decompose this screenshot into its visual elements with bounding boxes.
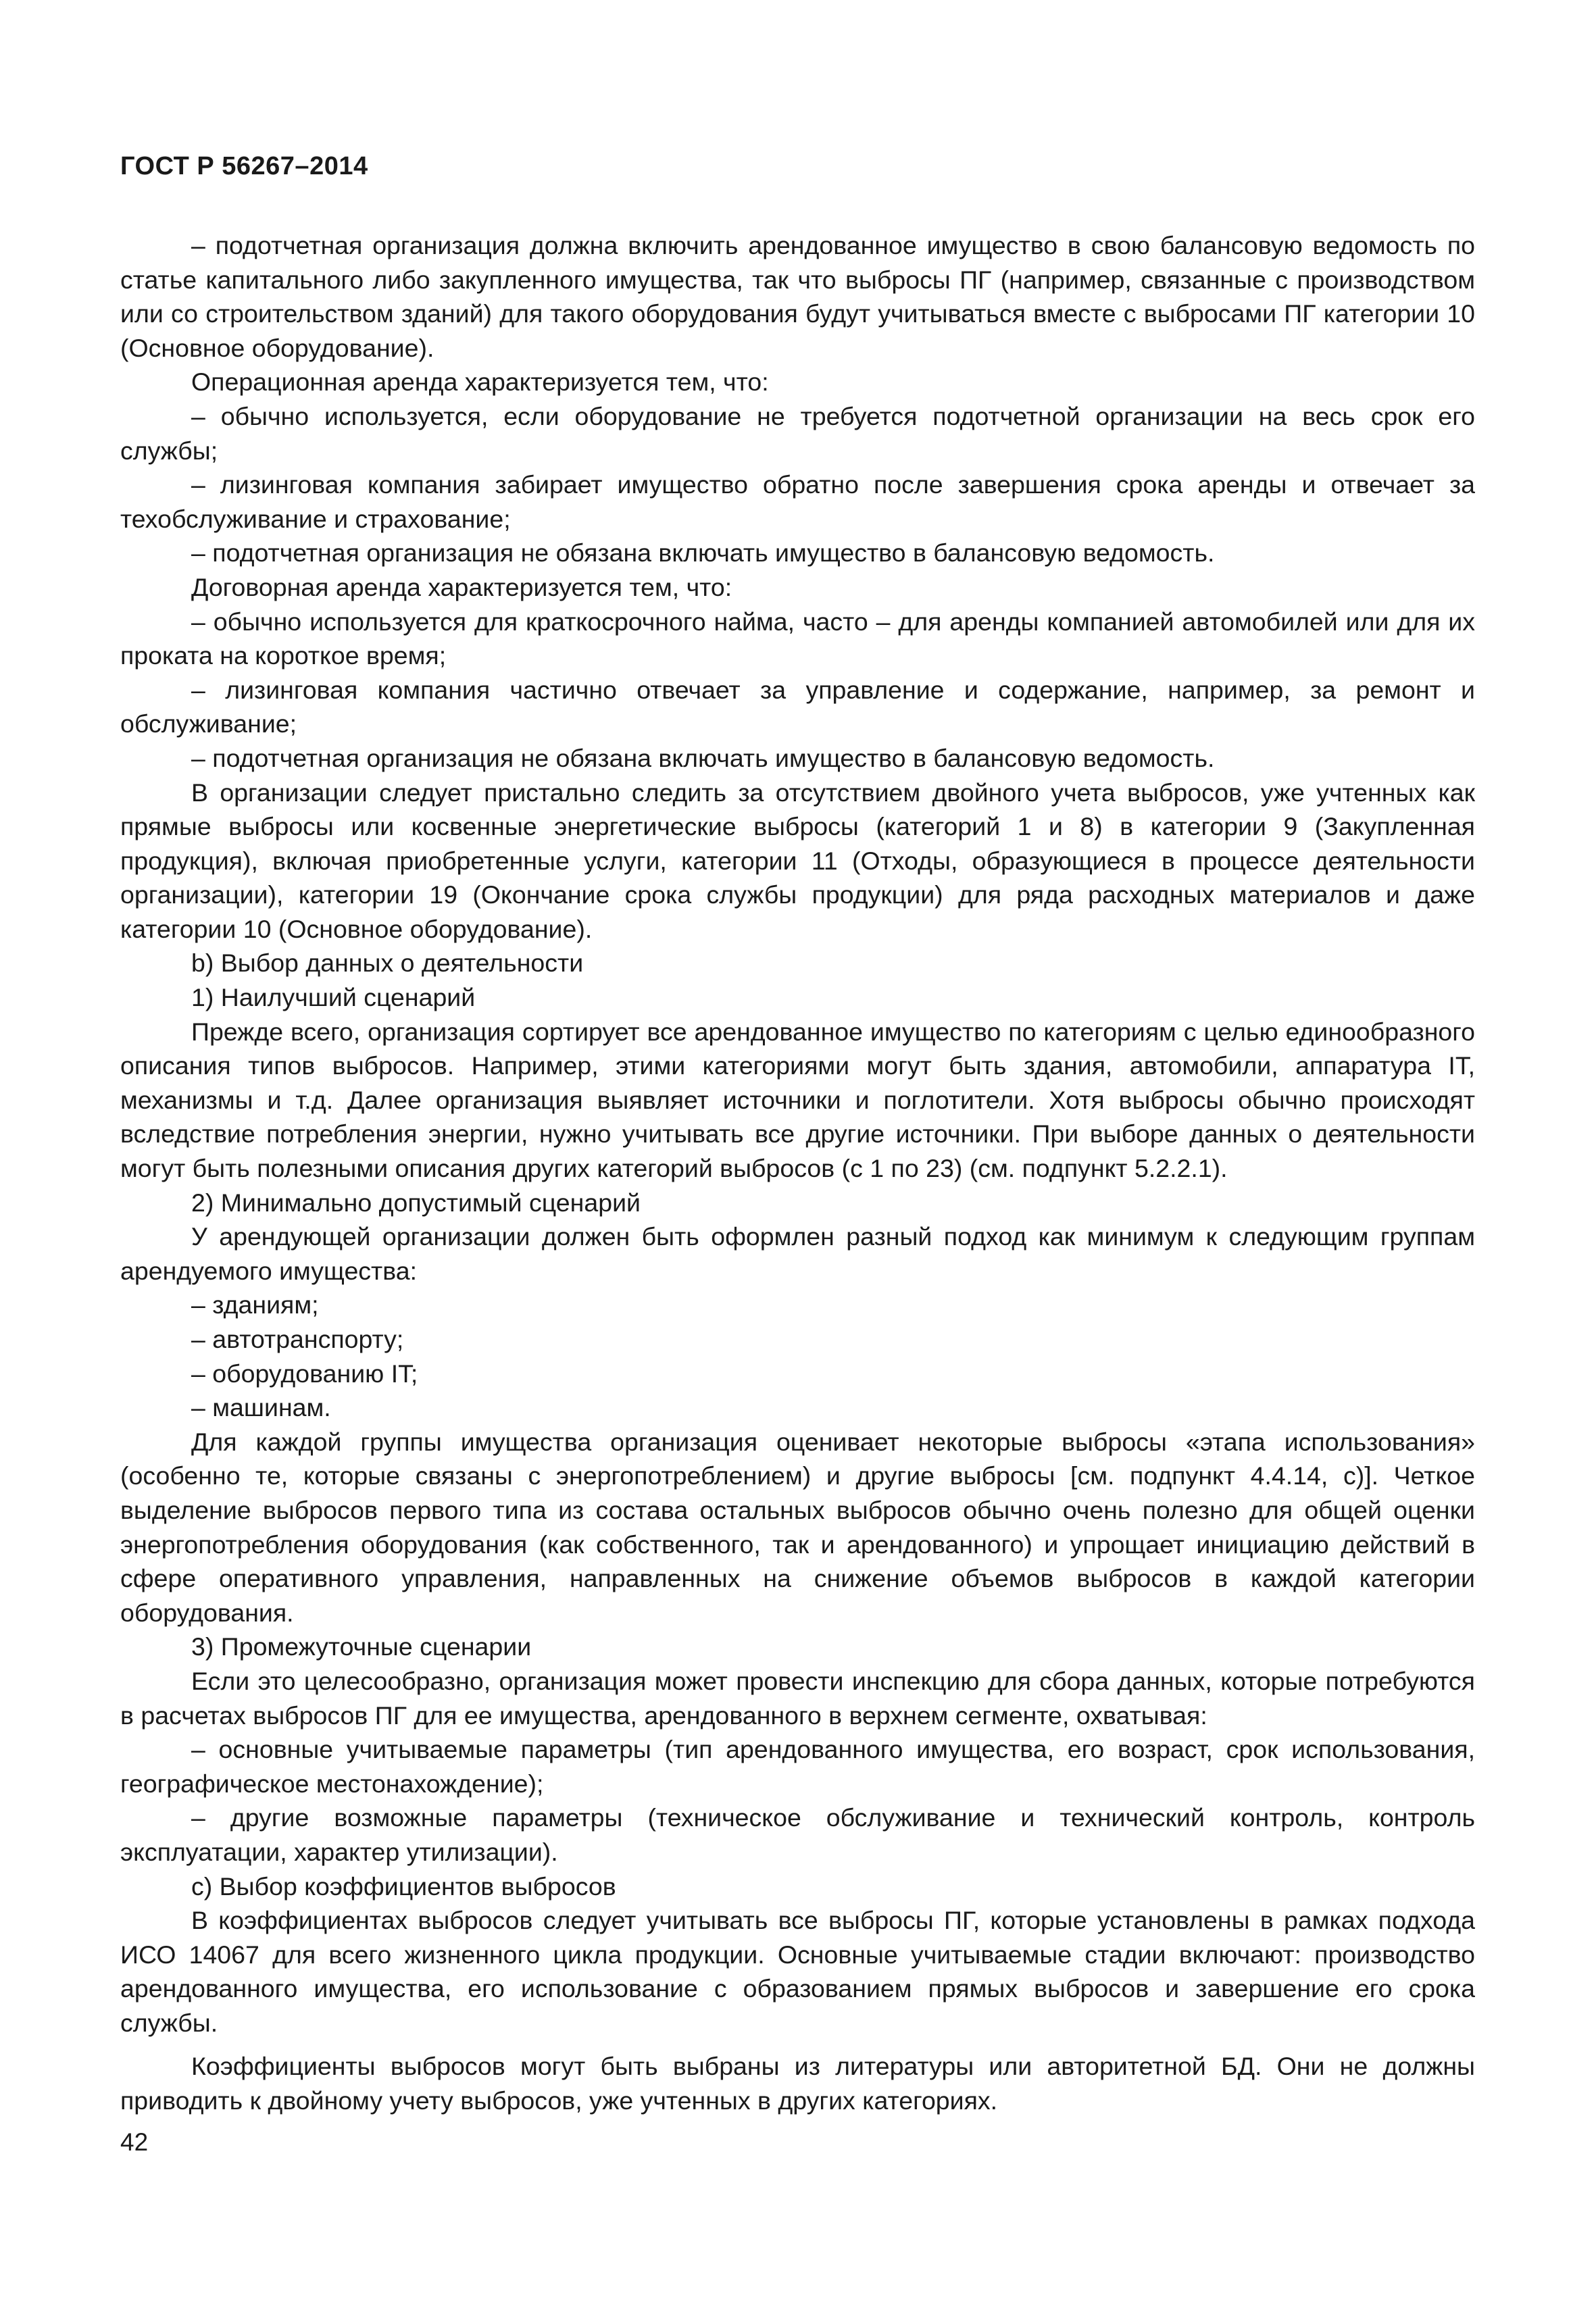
- list-item: – обычно используется, если оборудование не требуется подотчетной организации на весь срок его службы;: [120, 401, 1475, 465]
- document-body: [120, 228, 1475, 2118]
- paragraph: Для каждой группы имущества организация оценивает некоторые выбросы «этапа использования» (особенно те, которые связаны с энергопотреблением) и другие выбросы [см. подпункт 4.4.14, с)]. Четкое выделение выбросов первого типа из состава остальных выбросов обычно очень полезно для общей оценки энергопотребления оборудования (как собственного, так и арендованного) и упрощает инициацию действий в сфере оперативного управления, направленных на снижение объемов выбросов в каждой категории оборудования.: [120, 1427, 1475, 1627]
- paragraph: Операционная аренда характеризуется тем, что:: [191, 368, 769, 397]
- list-item: – другие возможные параметры (техническое обслуживание и технический контроль, контроль эксплуатации, характер утилизации).: [120, 1803, 1475, 1866]
- list-item: – лизинговая компания частично отвечает за управление и содержание, например, за ремонт и обслуживание;: [120, 675, 1475, 738]
- document-header: ГОСТ Р 56267–2014: [120, 152, 368, 180]
- list-item: – машинам.: [191, 1393, 331, 1422]
- list-item: – автотранспорту;: [191, 1325, 404, 1353]
- list-item: – подотчетная организация не обязана включать имущество в балансовую ведомость.: [191, 743, 1215, 772]
- paragraph: Прежде всего, организация сортирует все арендованное имущество по категориям с целью единообразного описания типов выбросов. Например, этими категориями могут быть здания, автомобили, аппаратура IT, механизмы и т.д. Далее организация выявляет источники и поглотители. Хотя выбросы обычно происходят вследствие потребления энергии, нужно учитывать все другие источники. При выборе данных о деятельности могут быть полезными описания других категорий выбросов (с 1 по 23) (см. подпункт 5.2.2.1).: [120, 1017, 1475, 1183]
- paragraph: Если это целесообразно, организация может провести инспекцию для сбора данных, которые потребуются в расчетах выбросов ПГ для ее имущества, арендованного в верхнем сегменте, охватывая:: [120, 1666, 1475, 1730]
- list-item: – лизинговая компания забирает имущество обратно после завершения срока аренды и отвечает за техобслуживание и страхование;: [120, 470, 1475, 533]
- section-heading: с) Выбор коэффициентов выбросов: [191, 1871, 616, 1901]
- paragraph: – подотчетная организация должна включить арендованное имущество в свою балансовую ведомость по статье капитального либо закупленного имущества, так что выбросы ПГ (например, связанные с производством или со строительством зданий) для такого оборудования будут учитываться вместе с выбросами ПГ категории 10 (Основное оборудование).: [120, 231, 1475, 362]
- paragraph: В организации следует пристально следить за отсутствием двойного учета выбросов, уже учтенных как прямые выбросы или косвенные энергетические выбросы (категорий 1 и 8) в категории 9 (Закупленная продукция), включая приобретенные услуги, категории 11 (Отходы, образующиеся в процессе деятельности организации), категории 19 (Окончание срока службы продукции) для ряда расходных материалов и даже категории 10 (Основное оборудование).: [120, 778, 1475, 943]
- page-number: 42: [120, 2128, 149, 2156]
- list-item: – подотчетная организация не обязана включать имущество в балансовую ведомость.: [191, 538, 1215, 568]
- list-item: – обычно используется для краткосрочного найма, часто – для аренды компанией автомобилей или для их проката на короткое время;: [120, 607, 1475, 670]
- subsection-heading: 3) Промежуточные сценарии: [191, 1632, 532, 1661]
- list-item: – основные учитываемые параметры (тип арендованного имущества, его возраст, срок использования, географическое местонахождение);: [120, 1735, 1475, 1798]
- paragraph: Коэффициенты выбросов могут быть выбраны из литературы или авторитетной БД. Они не должны приводить к двойному учету выбросов, уже учтенных в других категориях.: [120, 2052, 1475, 2115]
- subsection-heading: 1) Наилучший сценарий: [191, 983, 476, 1012]
- subsection-heading: 2) Минимально допустимый сценарий: [191, 1188, 641, 1217]
- paragraph: У арендующей организации должен быть оформлен разный подход как минимум к следующим группам арендуемого имущества:: [120, 1222, 1475, 1285]
- list-item: – зданиям;: [191, 1290, 319, 1319]
- paragraph: В коэффициентах выбросов следует учитывать все выбросы ПГ, которые установлены в рамках подхода ИСО 14067 для всего жизненного цикла продукции. Основные учитываемые стадии включают: производство арендованного имущества, его использование с образованием прямых выбросов и завершение его срока службы.: [120, 1906, 1475, 2037]
- section-heading: b) Выбор данных о деятельности: [191, 949, 584, 978]
- paragraph: Договорная аренда характеризуется тем, что:: [191, 572, 732, 601]
- list-item: – оборудованию IT;: [191, 1359, 418, 1388]
